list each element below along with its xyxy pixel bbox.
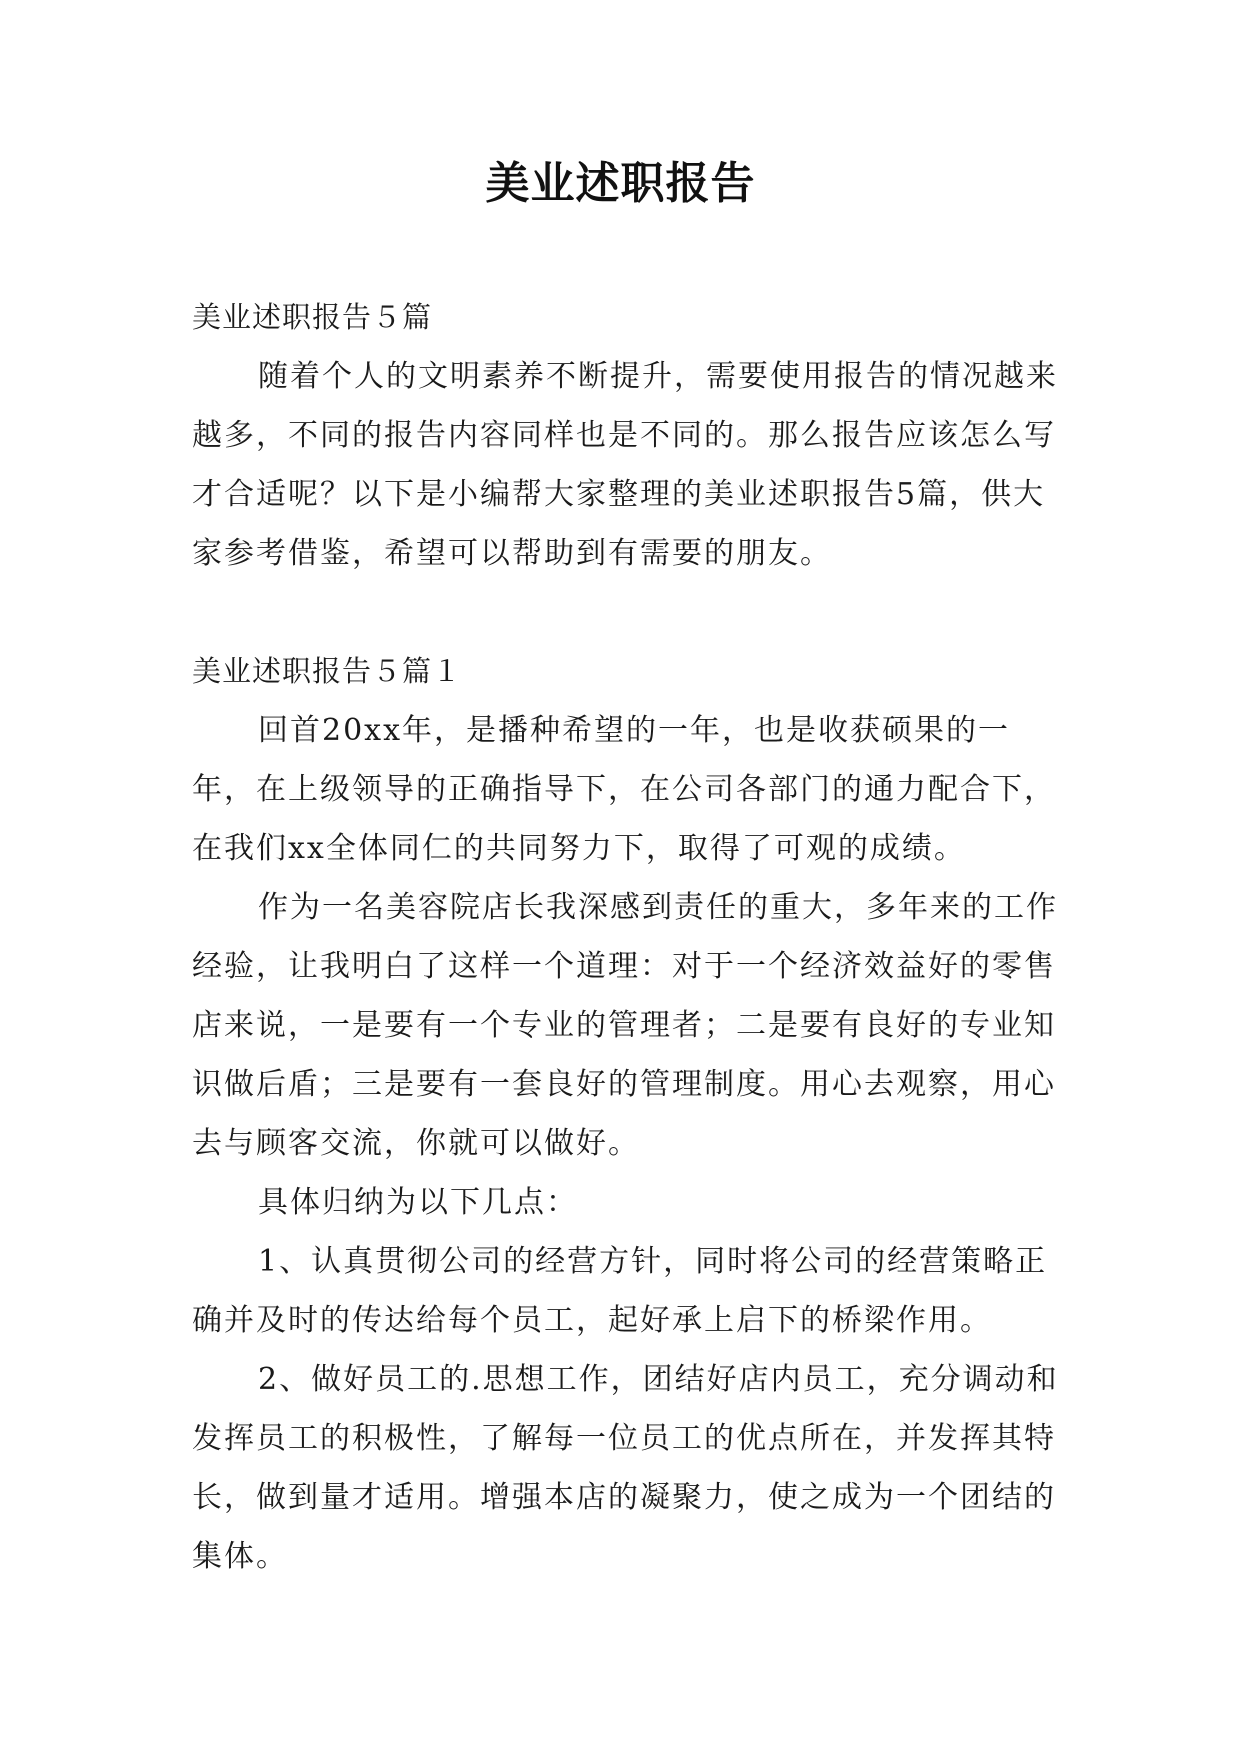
section-heading: 美业述职报告５篇１ — [192, 654, 463, 688]
document-title: 美业述职报告 — [485, 158, 756, 209]
list-item-2: 2、做好员工的.思想工作，团结好店内员工，充分调动和发挥员工的积极性，了解每一位员工的优点所在，并发挥其特长，做到量才适用。增强本店的凝聚力，使之成为一个团结的集体。 — [192, 1362, 1059, 1574]
list-item-1: 1、认真贯彻公司的经营方针，同时将公司的经营策略正确并及时的传达给每个员工，起好承上启下的桥梁作用。 — [192, 1244, 1048, 1338]
section-spacer — [192, 583, 1072, 642]
body-paragraph-review: 回首20xx年，是播种希望的一年，也是收获硕果的一年，在上级领导的正确指导下，在公司各部门的通力配合下，在我们xx全体同仁的共同努力下，取得了可观的成绩。 — [192, 713, 1056, 866]
body-paragraph-summary-intro: 具体归纳为以下几点： — [258, 1185, 578, 1220]
body-paragraph-experience: 作为一名美容院店长我深感到责任的重大，多年来的工作经验，让我明白了这样一个道理：对于一个经济效益好的零售店来说，一是要有一个专业的管理者；二是要有良好的专业知识做后盾；三是要有一套良好的管理制度。用心去观察，用心去与顾客交流，你就可以做好。 — [192, 890, 1058, 1161]
intro-paragraph: 随着个人的文明素养不断提升，需要使用报告的情况越来越多，不同的报告内容同样也是不同的。那么报告应该怎么写才合适呢？以下是小编帮大家整理的美业述职报告5篇，供大家参考借鉴，希望可以帮助到有需要的朋友。 — [192, 359, 1058, 571]
document-subtitle: 美业述职报告５篇 — [192, 300, 433, 334]
document-body — [192, 288, 1072, 1586]
